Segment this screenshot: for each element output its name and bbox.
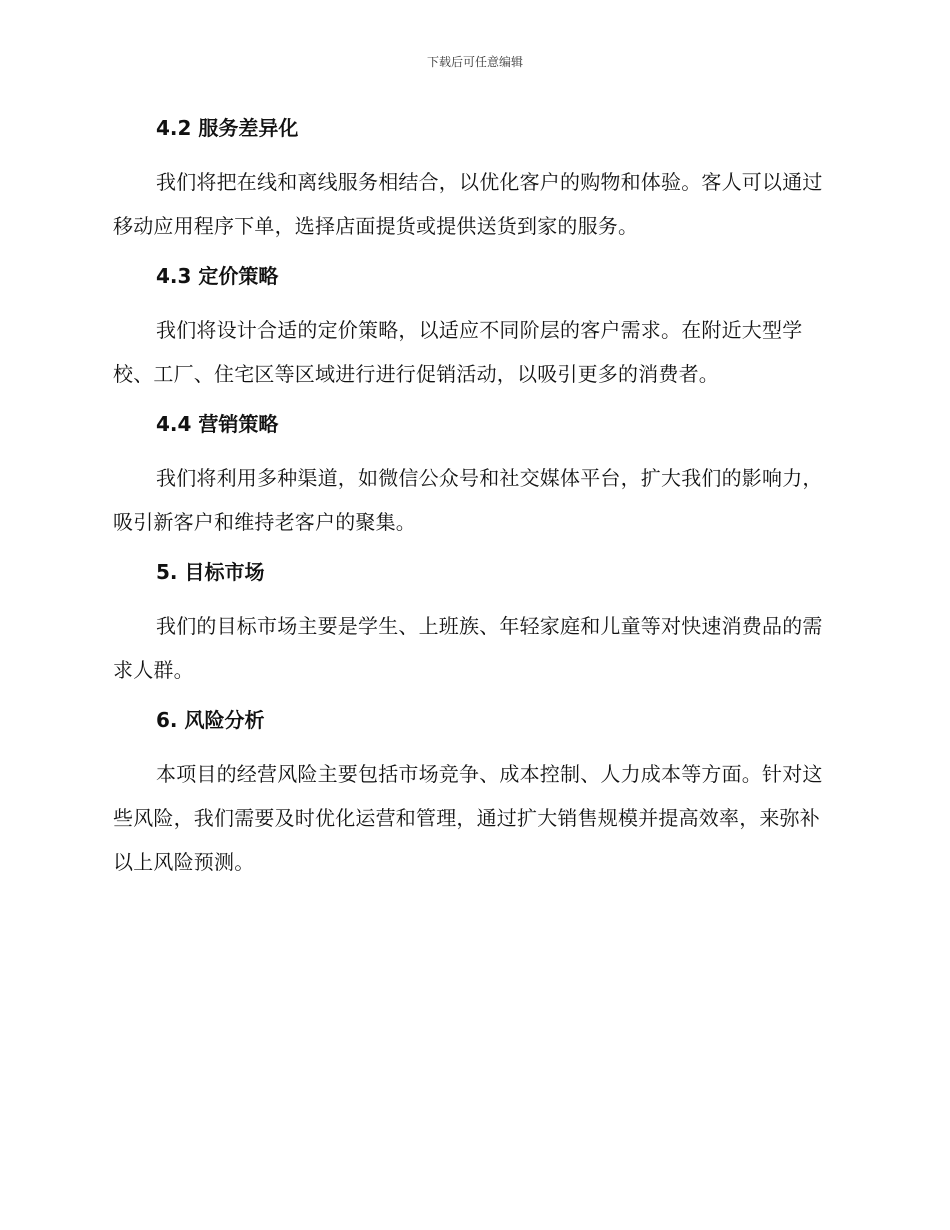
section-target-market	[113, 554, 833, 692]
section-heading: 4.2 服务差异化	[156, 116, 299, 140]
section-paragraph: 我们将利用多种渠道，如微信公众号和社交媒体平台，扩大我们的影响力，吸引新客户和维持老客户的聚集。	[113, 466, 823, 534]
document-body	[113, 110, 833, 884]
section-marketing-strategy	[113, 406, 833, 544]
section-heading: 5. 目标市场	[156, 560, 265, 584]
section-paragraph: 本项目的经营风险主要包括市场竞争、成本控制、人力成本等方面。针对这些风险，我们需要及时优化运营和管理，通过扩大销售规模并提高效率，来弥补以上风险预测。	[113, 762, 823, 874]
section-paragraph: 我们的目标市场主要是学生、上班族、年轻家庭和儿童等对快速消费品的需求人群。	[113, 614, 823, 682]
section-pricing-strategy	[113, 258, 833, 396]
section-heading: 6. 风险分析	[156, 708, 265, 732]
section-risk-analysis	[113, 702, 833, 884]
section-heading: 4.4 营销策略	[156, 412, 279, 436]
section-heading: 4.3 定价策略	[156, 264, 279, 288]
section-service-differentiation	[113, 110, 833, 248]
section-paragraph: 我们将把在线和离线服务相结合，以优化客户的购物和体验。客人可以通过移动应用程序下单，选择店面提货或提供送货到家的服务。	[113, 170, 823, 238]
page-header: 下载后可任意编辑	[426, 55, 523, 69]
section-paragraph: 我们将设计合适的定价策略，以适应不同阶层的客户需求。在附近大型学校、工厂、住宅区等区域进行进行促销活动，以吸引更多的消费者。	[113, 318, 803, 386]
